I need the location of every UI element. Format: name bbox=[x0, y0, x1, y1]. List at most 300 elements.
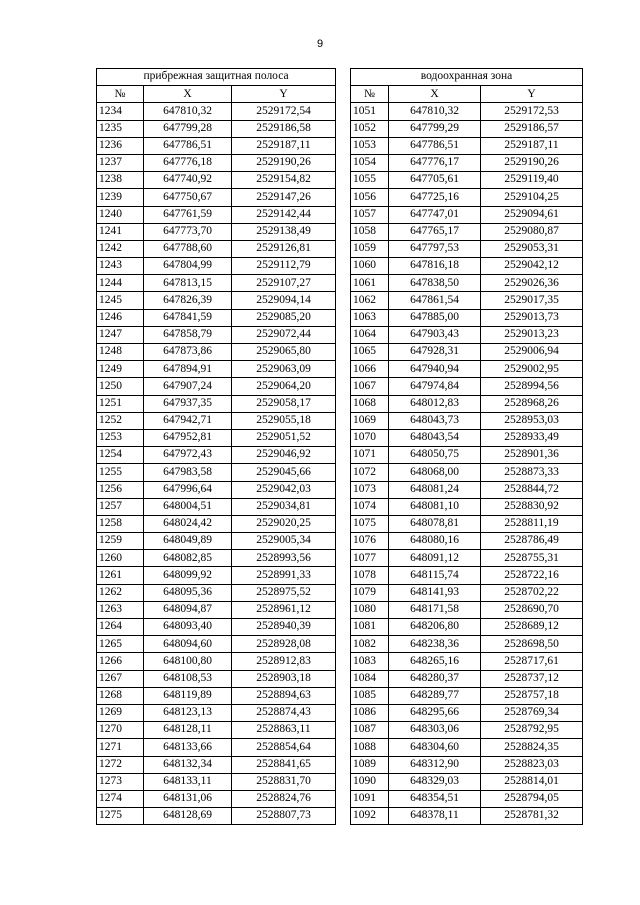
x-coordinate-cell: 648108,53 bbox=[144, 670, 232, 687]
x-coordinate-cell: 648091,12 bbox=[389, 550, 481, 567]
point-number-cell: 1085 bbox=[351, 687, 389, 704]
table-row bbox=[351, 361, 583, 378]
x-coordinate-cell: 647765,17 bbox=[389, 223, 481, 240]
point-number-cell: 1052 bbox=[351, 120, 389, 137]
y-coordinate-cell: 2528961,12 bbox=[232, 601, 336, 618]
point-number-cell: 1090 bbox=[351, 773, 389, 790]
table-row bbox=[97, 481, 336, 498]
table-row bbox=[97, 653, 336, 670]
x-coordinate-cell: 647799,28 bbox=[144, 120, 232, 137]
x-coordinate-cell: 648094,60 bbox=[144, 636, 232, 653]
y-coordinate-cell: 2529126,81 bbox=[232, 240, 336, 257]
point-number-cell: 1274 bbox=[97, 790, 144, 807]
x-coordinate-cell: 647983,58 bbox=[144, 464, 232, 481]
x-coordinate-cell: 647776,18 bbox=[144, 154, 232, 171]
x-coordinate-cell: 647747,01 bbox=[389, 206, 481, 223]
column-header-y: Y bbox=[232, 86, 336, 103]
y-coordinate-cell: 2529045,66 bbox=[232, 464, 336, 481]
table-row bbox=[97, 808, 336, 825]
point-number-cell: 1257 bbox=[97, 498, 144, 515]
table-row bbox=[351, 636, 583, 653]
x-coordinate-cell: 648329,03 bbox=[389, 773, 481, 790]
point-number-cell: 1271 bbox=[97, 739, 144, 756]
y-coordinate-cell: 2528994,56 bbox=[481, 378, 583, 395]
table-row bbox=[97, 189, 336, 206]
point-number-cell: 1078 bbox=[351, 567, 389, 584]
x-coordinate-cell: 648081,10 bbox=[389, 498, 481, 515]
table-row bbox=[97, 120, 336, 137]
point-number-cell: 1070 bbox=[351, 429, 389, 446]
point-number-cell: 1272 bbox=[97, 756, 144, 773]
point-number-cell: 1263 bbox=[97, 601, 144, 618]
table-row bbox=[351, 773, 583, 790]
y-coordinate-cell: 2528757,18 bbox=[481, 687, 583, 704]
y-coordinate-cell: 2529042,03 bbox=[232, 481, 336, 498]
x-coordinate-cell: 647804,99 bbox=[144, 258, 232, 275]
x-coordinate-cell: 647873,86 bbox=[144, 344, 232, 361]
x-coordinate-cell: 647740,92 bbox=[144, 172, 232, 189]
y-coordinate-cell: 2529186,58 bbox=[232, 120, 336, 137]
x-coordinate-cell: 648289,77 bbox=[389, 687, 481, 704]
table-row bbox=[97, 550, 336, 567]
point-number-cell: 1066 bbox=[351, 361, 389, 378]
point-number-cell: 1242 bbox=[97, 240, 144, 257]
x-coordinate-cell: 648078,81 bbox=[389, 515, 481, 532]
x-coordinate-cell: 648131,06 bbox=[144, 790, 232, 807]
y-coordinate-cell: 2529026,36 bbox=[481, 275, 583, 292]
x-coordinate-cell: 647861,54 bbox=[389, 292, 481, 309]
y-coordinate-cell: 2528993,56 bbox=[232, 550, 336, 567]
x-coordinate-cell: 648132,34 bbox=[144, 756, 232, 773]
y-coordinate-cell: 2528901,36 bbox=[481, 447, 583, 464]
table-row bbox=[97, 601, 336, 618]
point-number-cell: 1053 bbox=[351, 137, 389, 154]
y-coordinate-cell: 2529013,73 bbox=[481, 309, 583, 326]
point-number-cell: 1056 bbox=[351, 189, 389, 206]
point-number-cell: 1249 bbox=[97, 361, 144, 378]
point-number-cell: 1092 bbox=[351, 808, 389, 825]
point-number-cell: 1267 bbox=[97, 670, 144, 687]
x-coordinate-cell: 648133,66 bbox=[144, 739, 232, 756]
y-coordinate-cell: 2529142,44 bbox=[232, 206, 336, 223]
y-coordinate-cell: 2529104,25 bbox=[481, 189, 583, 206]
x-coordinate-cell: 647725,16 bbox=[389, 189, 481, 206]
x-coordinate-cell: 648050,75 bbox=[389, 447, 481, 464]
table-row bbox=[97, 429, 336, 446]
table-row bbox=[351, 344, 583, 361]
y-coordinate-cell: 2529085,20 bbox=[232, 309, 336, 326]
y-coordinate-cell: 2529051,52 bbox=[232, 429, 336, 446]
x-coordinate-cell: 647928,31 bbox=[389, 344, 481, 361]
point-number-cell: 1088 bbox=[351, 739, 389, 756]
table-row bbox=[97, 326, 336, 343]
table-row bbox=[351, 412, 583, 429]
x-coordinate-cell: 647996,64 bbox=[144, 481, 232, 498]
point-number-cell: 1234 bbox=[97, 103, 144, 120]
table-row bbox=[351, 275, 583, 292]
y-coordinate-cell: 2528781,32 bbox=[481, 808, 583, 825]
point-number-cell: 1075 bbox=[351, 515, 389, 532]
x-coordinate-cell: 648206,80 bbox=[389, 619, 481, 636]
x-coordinate-cell: 648043,73 bbox=[389, 412, 481, 429]
y-coordinate-cell: 2529017,35 bbox=[481, 292, 583, 309]
x-coordinate-cell: 648100,80 bbox=[144, 653, 232, 670]
y-coordinate-cell: 2529058,17 bbox=[232, 395, 336, 412]
y-coordinate-cell: 2528807,73 bbox=[232, 808, 336, 825]
point-number-cell: 1248 bbox=[97, 344, 144, 361]
table-row bbox=[351, 584, 583, 601]
x-coordinate-cell: 648295,66 bbox=[389, 704, 481, 721]
point-number-cell: 1245 bbox=[97, 292, 144, 309]
table-row bbox=[97, 412, 336, 429]
x-coordinate-cell: 648312,90 bbox=[389, 756, 481, 773]
point-number-cell: 1265 bbox=[97, 636, 144, 653]
y-coordinate-cell: 2528786,49 bbox=[481, 533, 583, 550]
y-coordinate-cell: 2528702,22 bbox=[481, 584, 583, 601]
table-row bbox=[97, 206, 336, 223]
y-coordinate-cell: 2529002,95 bbox=[481, 361, 583, 378]
y-coordinate-cell: 2529187,11 bbox=[481, 137, 583, 154]
y-coordinate-cell: 2528903,18 bbox=[232, 670, 336, 687]
table-row bbox=[97, 447, 336, 464]
table-row bbox=[351, 704, 583, 721]
y-coordinate-cell: 2529034,81 bbox=[232, 498, 336, 515]
table-row bbox=[351, 103, 583, 120]
x-coordinate-cell: 648082,85 bbox=[144, 550, 232, 567]
point-number-cell: 1055 bbox=[351, 172, 389, 189]
point-number-cell: 1068 bbox=[351, 395, 389, 412]
x-coordinate-cell: 647773,70 bbox=[144, 223, 232, 240]
table-row bbox=[97, 275, 336, 292]
table-title: водоохранная зона bbox=[351, 69, 583, 86]
y-coordinate-cell: 2528863,11 bbox=[232, 722, 336, 739]
point-number-cell: 1264 bbox=[97, 619, 144, 636]
y-coordinate-cell: 2529080,87 bbox=[481, 223, 583, 240]
table-row bbox=[351, 309, 583, 326]
point-number-cell: 1259 bbox=[97, 533, 144, 550]
x-coordinate-cell: 648238,36 bbox=[389, 636, 481, 653]
x-coordinate-cell: 647786,51 bbox=[144, 137, 232, 154]
point-number-cell: 1261 bbox=[97, 567, 144, 584]
x-coordinate-cell: 647858,79 bbox=[144, 326, 232, 343]
table-row bbox=[97, 223, 336, 240]
column-header-y: Y bbox=[481, 86, 583, 103]
y-coordinate-cell: 2528940,39 bbox=[232, 619, 336, 636]
x-coordinate-cell: 647799,29 bbox=[389, 120, 481, 137]
x-coordinate-cell: 648128,69 bbox=[144, 808, 232, 825]
x-coordinate-cell: 648133,11 bbox=[144, 773, 232, 790]
y-coordinate-cell: 2528831,70 bbox=[232, 773, 336, 790]
point-number-cell: 1270 bbox=[97, 722, 144, 739]
point-number-cell: 1084 bbox=[351, 670, 389, 687]
x-coordinate-cell: 648099,92 bbox=[144, 567, 232, 584]
column-header-number: № bbox=[97, 86, 144, 103]
y-coordinate-cell: 2528991,33 bbox=[232, 567, 336, 584]
y-coordinate-cell: 2529119,40 bbox=[481, 172, 583, 189]
table-row bbox=[351, 498, 583, 515]
x-coordinate-cell: 647813,15 bbox=[144, 275, 232, 292]
table-row bbox=[97, 154, 336, 171]
x-coordinate-cell: 647972,43 bbox=[144, 447, 232, 464]
y-coordinate-cell: 2528953,03 bbox=[481, 412, 583, 429]
y-coordinate-cell: 2529107,27 bbox=[232, 275, 336, 292]
y-coordinate-cell: 2529042,12 bbox=[481, 258, 583, 275]
table-row bbox=[351, 292, 583, 309]
table-row bbox=[351, 429, 583, 446]
x-coordinate-cell: 648095,36 bbox=[144, 584, 232, 601]
x-coordinate-cell: 647797,53 bbox=[389, 240, 481, 257]
x-coordinate-cell: 648265,16 bbox=[389, 653, 481, 670]
y-coordinate-cell: 2529112,79 bbox=[232, 258, 336, 275]
x-coordinate-cell: 647942,71 bbox=[144, 412, 232, 429]
point-number-cell: 1073 bbox=[351, 481, 389, 498]
y-coordinate-cell: 2528844,72 bbox=[481, 481, 583, 498]
y-coordinate-cell: 2528717,61 bbox=[481, 653, 583, 670]
point-number-cell: 1236 bbox=[97, 137, 144, 154]
point-number-cell: 1244 bbox=[97, 275, 144, 292]
table-row bbox=[351, 240, 583, 257]
y-coordinate-cell: 2529190,26 bbox=[232, 154, 336, 171]
table-row bbox=[351, 258, 583, 275]
y-coordinate-cell: 2529172,53 bbox=[481, 103, 583, 120]
table-row bbox=[351, 756, 583, 773]
table-row bbox=[351, 808, 583, 825]
column-header-number: № bbox=[351, 86, 389, 103]
point-number-cell: 1057 bbox=[351, 206, 389, 223]
y-coordinate-cell: 2529094,14 bbox=[232, 292, 336, 309]
x-coordinate-cell: 648043,54 bbox=[389, 429, 481, 446]
y-coordinate-cell: 2529147,26 bbox=[232, 189, 336, 206]
x-coordinate-cell: 648012,83 bbox=[389, 395, 481, 412]
table-row bbox=[351, 206, 583, 223]
table-row bbox=[351, 790, 583, 807]
table-row bbox=[351, 154, 583, 171]
y-coordinate-cell: 2528769,34 bbox=[481, 704, 583, 721]
table-row bbox=[97, 704, 336, 721]
point-number-cell: 1091 bbox=[351, 790, 389, 807]
x-coordinate-cell: 647838,50 bbox=[389, 275, 481, 292]
x-coordinate-cell: 647937,35 bbox=[144, 395, 232, 412]
point-number-cell: 1082 bbox=[351, 636, 389, 653]
x-coordinate-cell: 647705,61 bbox=[389, 172, 481, 189]
x-coordinate-cell: 648128,11 bbox=[144, 722, 232, 739]
point-number-cell: 1247 bbox=[97, 326, 144, 343]
table-body bbox=[97, 103, 336, 825]
x-coordinate-cell: 647810,32 bbox=[389, 103, 481, 120]
x-coordinate-cell: 647816,18 bbox=[389, 258, 481, 275]
point-number-cell: 1273 bbox=[97, 773, 144, 790]
table-row bbox=[97, 103, 336, 120]
y-coordinate-cell: 2528755,31 bbox=[481, 550, 583, 567]
point-number-cell: 1080 bbox=[351, 601, 389, 618]
point-number-cell: 1246 bbox=[97, 309, 144, 326]
y-coordinate-cell: 2529172,54 bbox=[232, 103, 336, 120]
water-protection-zone-table bbox=[350, 68, 583, 825]
point-number-cell: 1062 bbox=[351, 292, 389, 309]
y-coordinate-cell: 2528874,43 bbox=[232, 704, 336, 721]
y-coordinate-cell: 2529186,57 bbox=[481, 120, 583, 137]
table-row bbox=[351, 189, 583, 206]
y-coordinate-cell: 2528854,64 bbox=[232, 739, 336, 756]
y-coordinate-cell: 2529006,94 bbox=[481, 344, 583, 361]
x-coordinate-cell: 648080,16 bbox=[389, 533, 481, 550]
point-number-cell: 1067 bbox=[351, 378, 389, 395]
table-row bbox=[97, 172, 336, 189]
point-number-cell: 1069 bbox=[351, 412, 389, 429]
point-number-cell: 1074 bbox=[351, 498, 389, 515]
point-number-cell: 1254 bbox=[97, 447, 144, 464]
column-header-x: X bbox=[389, 86, 481, 103]
point-number-cell: 1077 bbox=[351, 550, 389, 567]
point-number-cell: 1252 bbox=[97, 412, 144, 429]
x-coordinate-cell: 648141,93 bbox=[389, 584, 481, 601]
point-number-cell: 1051 bbox=[351, 103, 389, 120]
point-number-cell: 1239 bbox=[97, 189, 144, 206]
page-number: 9 bbox=[316, 38, 324, 50]
y-coordinate-cell: 2529055,18 bbox=[232, 412, 336, 429]
x-coordinate-cell: 647974,84 bbox=[389, 378, 481, 395]
x-coordinate-cell: 647788,60 bbox=[144, 240, 232, 257]
table-row bbox=[351, 326, 583, 343]
table-row bbox=[351, 120, 583, 137]
x-coordinate-cell: 647952,81 bbox=[144, 429, 232, 446]
x-coordinate-cell: 647750,67 bbox=[144, 189, 232, 206]
table-row bbox=[351, 722, 583, 739]
point-number-cell: 1260 bbox=[97, 550, 144, 567]
table-row bbox=[97, 584, 336, 601]
x-coordinate-cell: 647826,39 bbox=[144, 292, 232, 309]
table-row bbox=[97, 739, 336, 756]
table-row bbox=[351, 550, 583, 567]
y-coordinate-cell: 2528811,19 bbox=[481, 515, 583, 532]
x-coordinate-cell: 648378,11 bbox=[389, 808, 481, 825]
x-coordinate-cell: 648304,60 bbox=[389, 739, 481, 756]
point-number-cell: 1243 bbox=[97, 258, 144, 275]
y-coordinate-cell: 2529053,31 bbox=[481, 240, 583, 257]
x-coordinate-cell: 647885,00 bbox=[389, 309, 481, 326]
y-coordinate-cell: 2529020,25 bbox=[232, 515, 336, 532]
table-row bbox=[97, 756, 336, 773]
point-number-cell: 1275 bbox=[97, 808, 144, 825]
y-coordinate-cell: 2528968,26 bbox=[481, 395, 583, 412]
table-row bbox=[97, 619, 336, 636]
point-number-cell: 1250 bbox=[97, 378, 144, 395]
x-coordinate-cell: 648354,51 bbox=[389, 790, 481, 807]
table-title: прибрежная защитная полоса bbox=[97, 69, 336, 86]
table-row bbox=[351, 223, 583, 240]
table-row bbox=[97, 464, 336, 481]
y-coordinate-cell: 2528814,01 bbox=[481, 773, 583, 790]
table-row bbox=[97, 636, 336, 653]
y-coordinate-cell: 2528912,83 bbox=[232, 653, 336, 670]
y-coordinate-cell: 2528722,16 bbox=[481, 567, 583, 584]
x-coordinate-cell: 647894,91 bbox=[144, 361, 232, 378]
y-coordinate-cell: 2529064,20 bbox=[232, 378, 336, 395]
y-coordinate-cell: 2528928,08 bbox=[232, 636, 336, 653]
x-coordinate-cell: 647903,43 bbox=[389, 326, 481, 343]
y-coordinate-cell: 2529046,92 bbox=[232, 447, 336, 464]
point-number-cell: 1076 bbox=[351, 533, 389, 550]
table-row bbox=[351, 739, 583, 756]
point-number-cell: 1253 bbox=[97, 429, 144, 446]
y-coordinate-cell: 2528824,76 bbox=[232, 790, 336, 807]
x-coordinate-cell: 648049,89 bbox=[144, 533, 232, 550]
y-coordinate-cell: 2529187,11 bbox=[232, 137, 336, 154]
y-coordinate-cell: 2528737,12 bbox=[481, 670, 583, 687]
point-number-cell: 1087 bbox=[351, 722, 389, 739]
y-coordinate-cell: 2529063,09 bbox=[232, 361, 336, 378]
point-number-cell: 1089 bbox=[351, 756, 389, 773]
x-coordinate-cell: 648119,89 bbox=[144, 687, 232, 704]
point-number-cell: 1064 bbox=[351, 326, 389, 343]
point-number-cell: 1238 bbox=[97, 172, 144, 189]
table-row bbox=[97, 292, 336, 309]
table-body bbox=[351, 103, 583, 825]
x-coordinate-cell: 648280,37 bbox=[389, 670, 481, 687]
table-row bbox=[351, 601, 583, 618]
x-coordinate-cell: 648094,87 bbox=[144, 601, 232, 618]
point-number-cell: 1086 bbox=[351, 704, 389, 721]
point-number-cell: 1071 bbox=[351, 447, 389, 464]
point-number-cell: 1083 bbox=[351, 653, 389, 670]
y-coordinate-cell: 2528873,33 bbox=[481, 464, 583, 481]
table-row bbox=[97, 533, 336, 550]
point-number-cell: 1058 bbox=[351, 223, 389, 240]
table-row bbox=[97, 309, 336, 326]
table-row bbox=[97, 378, 336, 395]
x-coordinate-cell: 647940,94 bbox=[389, 361, 481, 378]
y-coordinate-cell: 2528824,35 bbox=[481, 739, 583, 756]
point-number-cell: 1258 bbox=[97, 515, 144, 532]
table-row bbox=[97, 790, 336, 807]
x-coordinate-cell: 647841,59 bbox=[144, 309, 232, 326]
coast-protection-strip-table bbox=[96, 68, 336, 825]
y-coordinate-cell: 2529005,34 bbox=[232, 533, 336, 550]
point-number-cell: 1256 bbox=[97, 481, 144, 498]
y-coordinate-cell: 2529154,82 bbox=[232, 172, 336, 189]
x-coordinate-cell: 647810,32 bbox=[144, 103, 232, 120]
y-coordinate-cell: 2528823,03 bbox=[481, 756, 583, 773]
table-row bbox=[351, 670, 583, 687]
point-number-cell: 1241 bbox=[97, 223, 144, 240]
table-row bbox=[351, 137, 583, 154]
table-row bbox=[351, 653, 583, 670]
point-number-cell: 1063 bbox=[351, 309, 389, 326]
table-row bbox=[97, 344, 336, 361]
y-coordinate-cell: 2528792,95 bbox=[481, 722, 583, 739]
table-row bbox=[351, 515, 583, 532]
y-coordinate-cell: 2528830,92 bbox=[481, 498, 583, 515]
table-row bbox=[351, 172, 583, 189]
table-row bbox=[97, 258, 336, 275]
point-number-cell: 1059 bbox=[351, 240, 389, 257]
y-coordinate-cell: 2529065,80 bbox=[232, 344, 336, 361]
point-number-cell: 1081 bbox=[351, 619, 389, 636]
x-coordinate-cell: 648068,00 bbox=[389, 464, 481, 481]
table-row bbox=[97, 773, 336, 790]
point-number-cell: 1065 bbox=[351, 344, 389, 361]
point-number-cell: 1255 bbox=[97, 464, 144, 481]
y-coordinate-cell: 2529190,26 bbox=[481, 154, 583, 171]
table-row bbox=[97, 515, 336, 532]
x-coordinate-cell: 647776,17 bbox=[389, 154, 481, 171]
y-coordinate-cell: 2528689,12 bbox=[481, 619, 583, 636]
table-row bbox=[97, 137, 336, 154]
x-coordinate-cell: 648093,40 bbox=[144, 619, 232, 636]
point-number-cell: 1262 bbox=[97, 584, 144, 601]
y-coordinate-cell: 2528933,49 bbox=[481, 429, 583, 446]
y-coordinate-cell: 2529013,23 bbox=[481, 326, 583, 343]
